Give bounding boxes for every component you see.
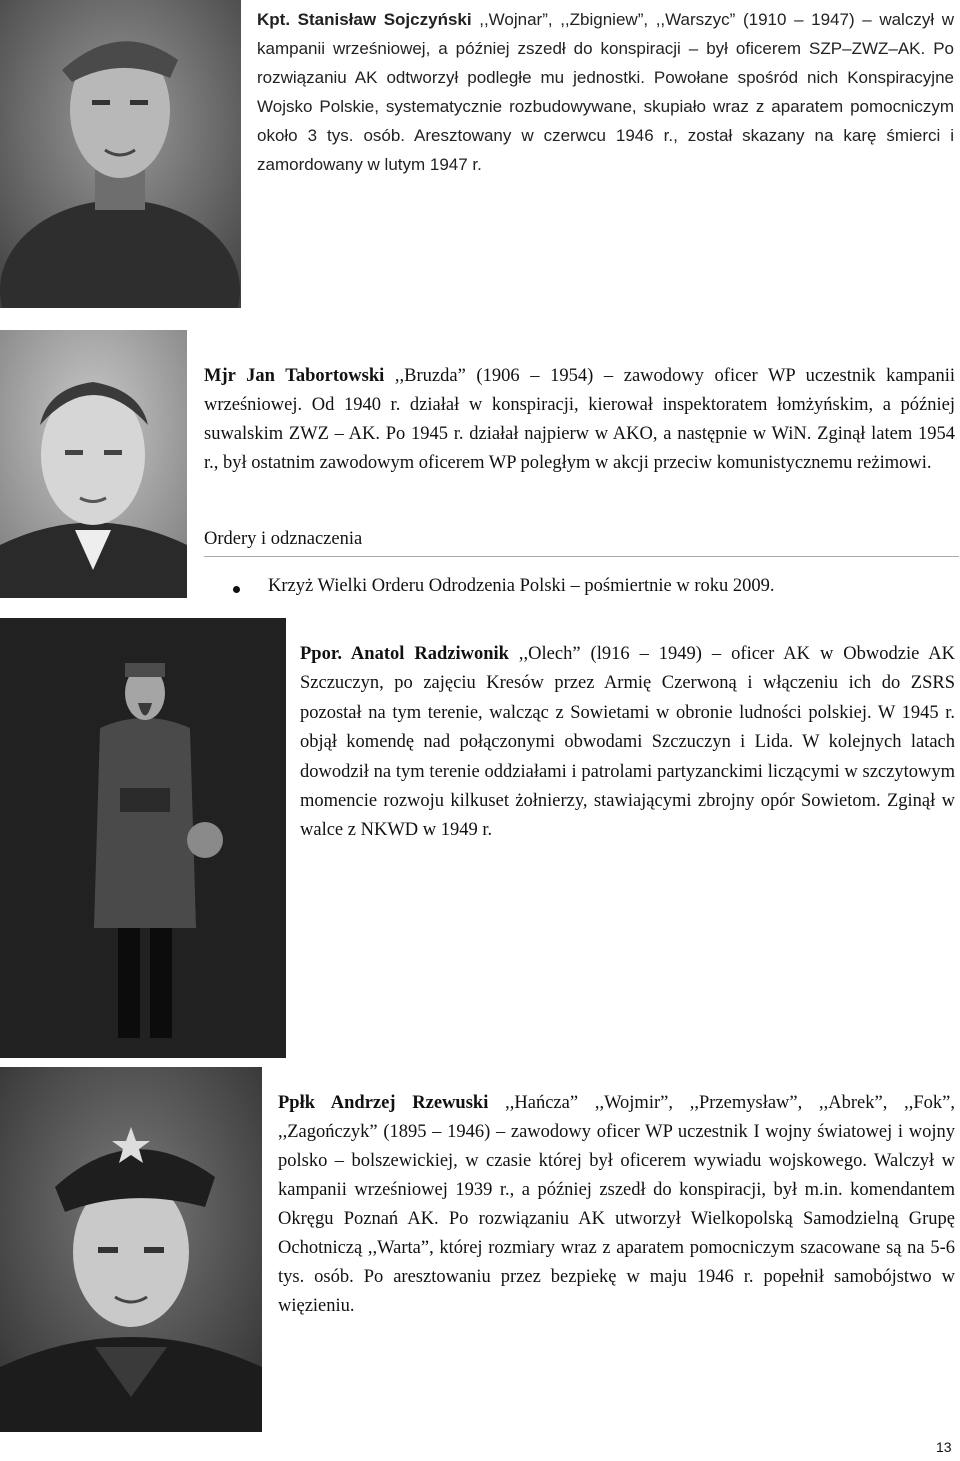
- portrait-photo-radziwonik: [0, 618, 286, 1058]
- portrait-photo-sojczynski: [0, 0, 241, 308]
- biography-text: ,,Wojnar”, ,,Zbigniew”, ,,Warszyc” (1910 – 1947) – walczył w kampanii wrześniowej, a później zszedł do konspiracji – był oficerem SZP–ZWZ–AK. Po rozwiązaniu AK odtworzył podległe mu jednostki. Powołane spośród nich Konspiracyjne Wojsko Polskie, systematycznie rozbudowywane, skupiało wraz z aparatem pomocniczym około 3 tys. osób. Aresztowany w czerwcu 1946 r., został skazany na karę śmierci i zamordowany w lutym 1947 r.: [257, 10, 955, 174]
- portrait-photo-rzewuski: [0, 1067, 262, 1432]
- award-item: Krzyż Wielki Orderu Odrodzenia Polski – pośmiertnie w roku 2009.: [268, 576, 775, 596]
- person-name: Ppor. Anatol Radziwonik: [300, 644, 509, 664]
- page-number: 13: [936, 1439, 952, 1455]
- person-name: Ppłk Andrzej Rzewuski: [278, 1093, 489, 1113]
- biography-rzewuski: [278, 1089, 955, 1321]
- bullet-icon: [233, 586, 240, 593]
- awards-heading: Ordery i odznaczenia: [204, 529, 363, 549]
- biography-text: ,,Hańcza” ,,Wojmir”, ,,Przemysław”, ,,Abrek”, ,,Fok”, ,,Zagończyk” (1895 – 1946) – zawodowy oficer WP uczestnik I wojny światowej i wojny polsko – bolszewickiej, w czasie której był oficerem wywiadu wojskowego. Walczył w kampanii wrześniowej 1939 r., a później zszedł do konspiracji, był m.in. komendantem Okręgu Poznań AK. Po rozwiązaniu AK utworzył Wielkopolską Samodzielną Grupę Ochotniczą ,,Warta”, której rozmiary wraz z aparatem pomocniczym szacowane są na 5-6 tys. osób. Po aresztowaniu przez bezpiekę w maju 1946 r. popełnił samobójstwo w więzieniu.: [278, 1093, 955, 1316]
- biography-radziwonik: [300, 640, 955, 846]
- person-name: Kpt. Stanisław Sojczyński: [257, 10, 472, 29]
- biography-sojczynski: [257, 5, 954, 179]
- awards-divider: [204, 556, 959, 557]
- person-name: Mjr Jan Tabortowski: [204, 366, 385, 386]
- biography-tabortowski: [204, 362, 955, 478]
- biography-text: ,,Bruzda” (1906 – 1954) – zawodowy oficer WP uczestnik kampanii wrześniowej. Od 1940 r. działał w konspiracji, kierował inspektoratem łomżyńskim, a później suwalskim ZWZ – AK. Po 1945 r. działał najpierw w AKO, a następnie w WiN. Zginął latem 1954 r., był ostatnim zawodowym oficerem WP poległym w akcji przeciw komunistycznemu reżimowi.: [204, 366, 955, 473]
- biography-text: ,,Olech” (l916 – 1949) – oficer AK w Obwodzie AK Szczuczyn, po zajęciu Kresów przez Armię Czerwoną i włączeniu ich do ZSRS pozostał na tym terenie, walcząc z Sowietami w obronie ludności polskiej. W 1945 r. objął komendę nad połączonymi obwodami Szczuczyn i Lida. W kolejnych latach dowodził na tym terenie oddziałami i patrolami partyzanckimi liczącymi w szczytowym momencie rozwoju kilkuset żołnierzy, stawiającymi zbrojny opór Sowietom. Zginął w walce z NKWD w 1949 r.: [300, 644, 956, 841]
- portrait-photo-tabortowski: [0, 330, 187, 598]
